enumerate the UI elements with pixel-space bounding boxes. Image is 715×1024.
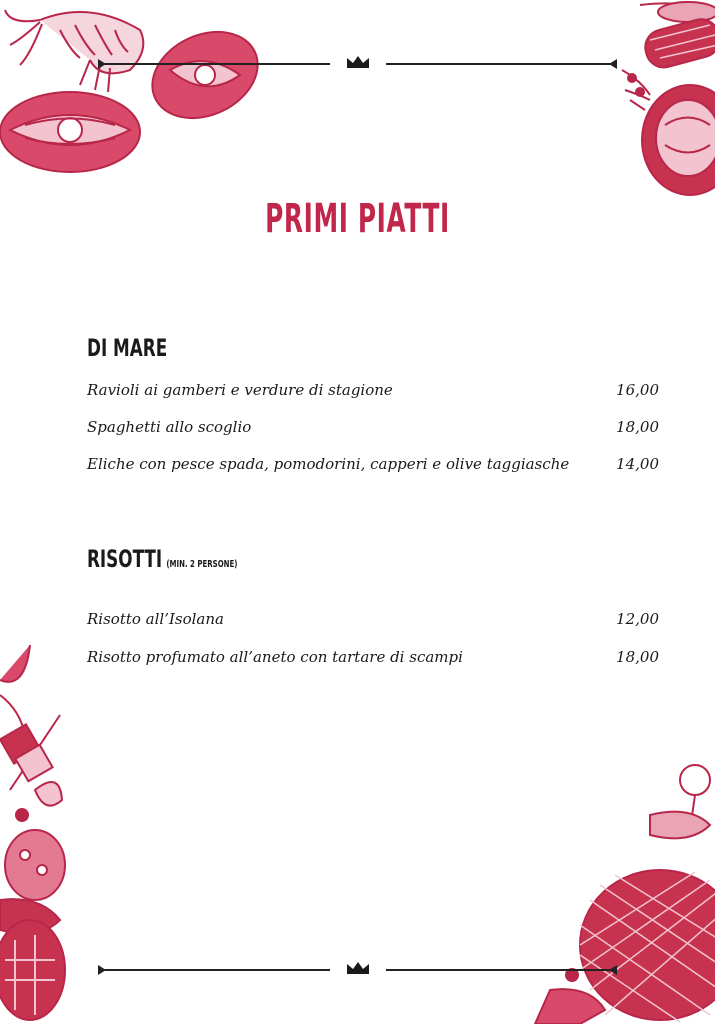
section-title-label: RISOTTI xyxy=(87,545,163,573)
divider-line-left xyxy=(100,969,330,971)
menu-item-name: Eliche con pesce spada, pomodorini, capperi e olive taggiasche xyxy=(87,455,570,473)
menu-item-price: 18,00 xyxy=(616,648,659,666)
menu-item-price: 16,00 xyxy=(616,381,659,399)
menu-item-name: Ravioli ai gamberi e verdure di stagione xyxy=(87,381,393,399)
menu-item-name: Risotto all’Isolana xyxy=(87,610,224,628)
divider-line-left xyxy=(100,63,330,65)
section-note: (MIN. 2 PERSONE) xyxy=(166,559,238,570)
top-divider xyxy=(100,54,615,74)
crown-icon xyxy=(346,54,370,73)
skewer-vegetables-illustration-icon xyxy=(0,640,80,1024)
divider-line-right xyxy=(386,63,615,65)
meat-sausage-illustration-icon xyxy=(610,0,715,215)
menu-item-name: Spaghetti allo scoglio xyxy=(87,418,252,436)
menu-item-price: 14,00 xyxy=(616,455,659,473)
menu-item xyxy=(87,455,659,479)
divider-arrow-right xyxy=(609,965,617,975)
menu-item-price: 12,00 xyxy=(616,610,659,628)
ham-illustration-icon xyxy=(520,760,715,1024)
bottom-divider xyxy=(100,960,615,980)
menu-item-price: 18,00 xyxy=(616,418,659,436)
section-title-label: DI MARE xyxy=(87,334,168,362)
crown-icon xyxy=(346,960,370,979)
divider-arrow-right xyxy=(609,59,617,69)
divider-line-right xyxy=(386,969,615,971)
menu-item xyxy=(87,381,659,405)
menu-item xyxy=(87,418,659,442)
menu-item xyxy=(87,610,659,634)
section-title-di-mare xyxy=(87,334,167,362)
menu-item xyxy=(87,648,659,672)
page-title: PRIMI PIATTI xyxy=(265,196,450,242)
shrimp-salmon-illustration-icon xyxy=(0,0,270,190)
section-title-risotti xyxy=(87,545,238,573)
menu-item-name: Risotto profumato all’aneto con tartare di scampi xyxy=(87,648,463,666)
